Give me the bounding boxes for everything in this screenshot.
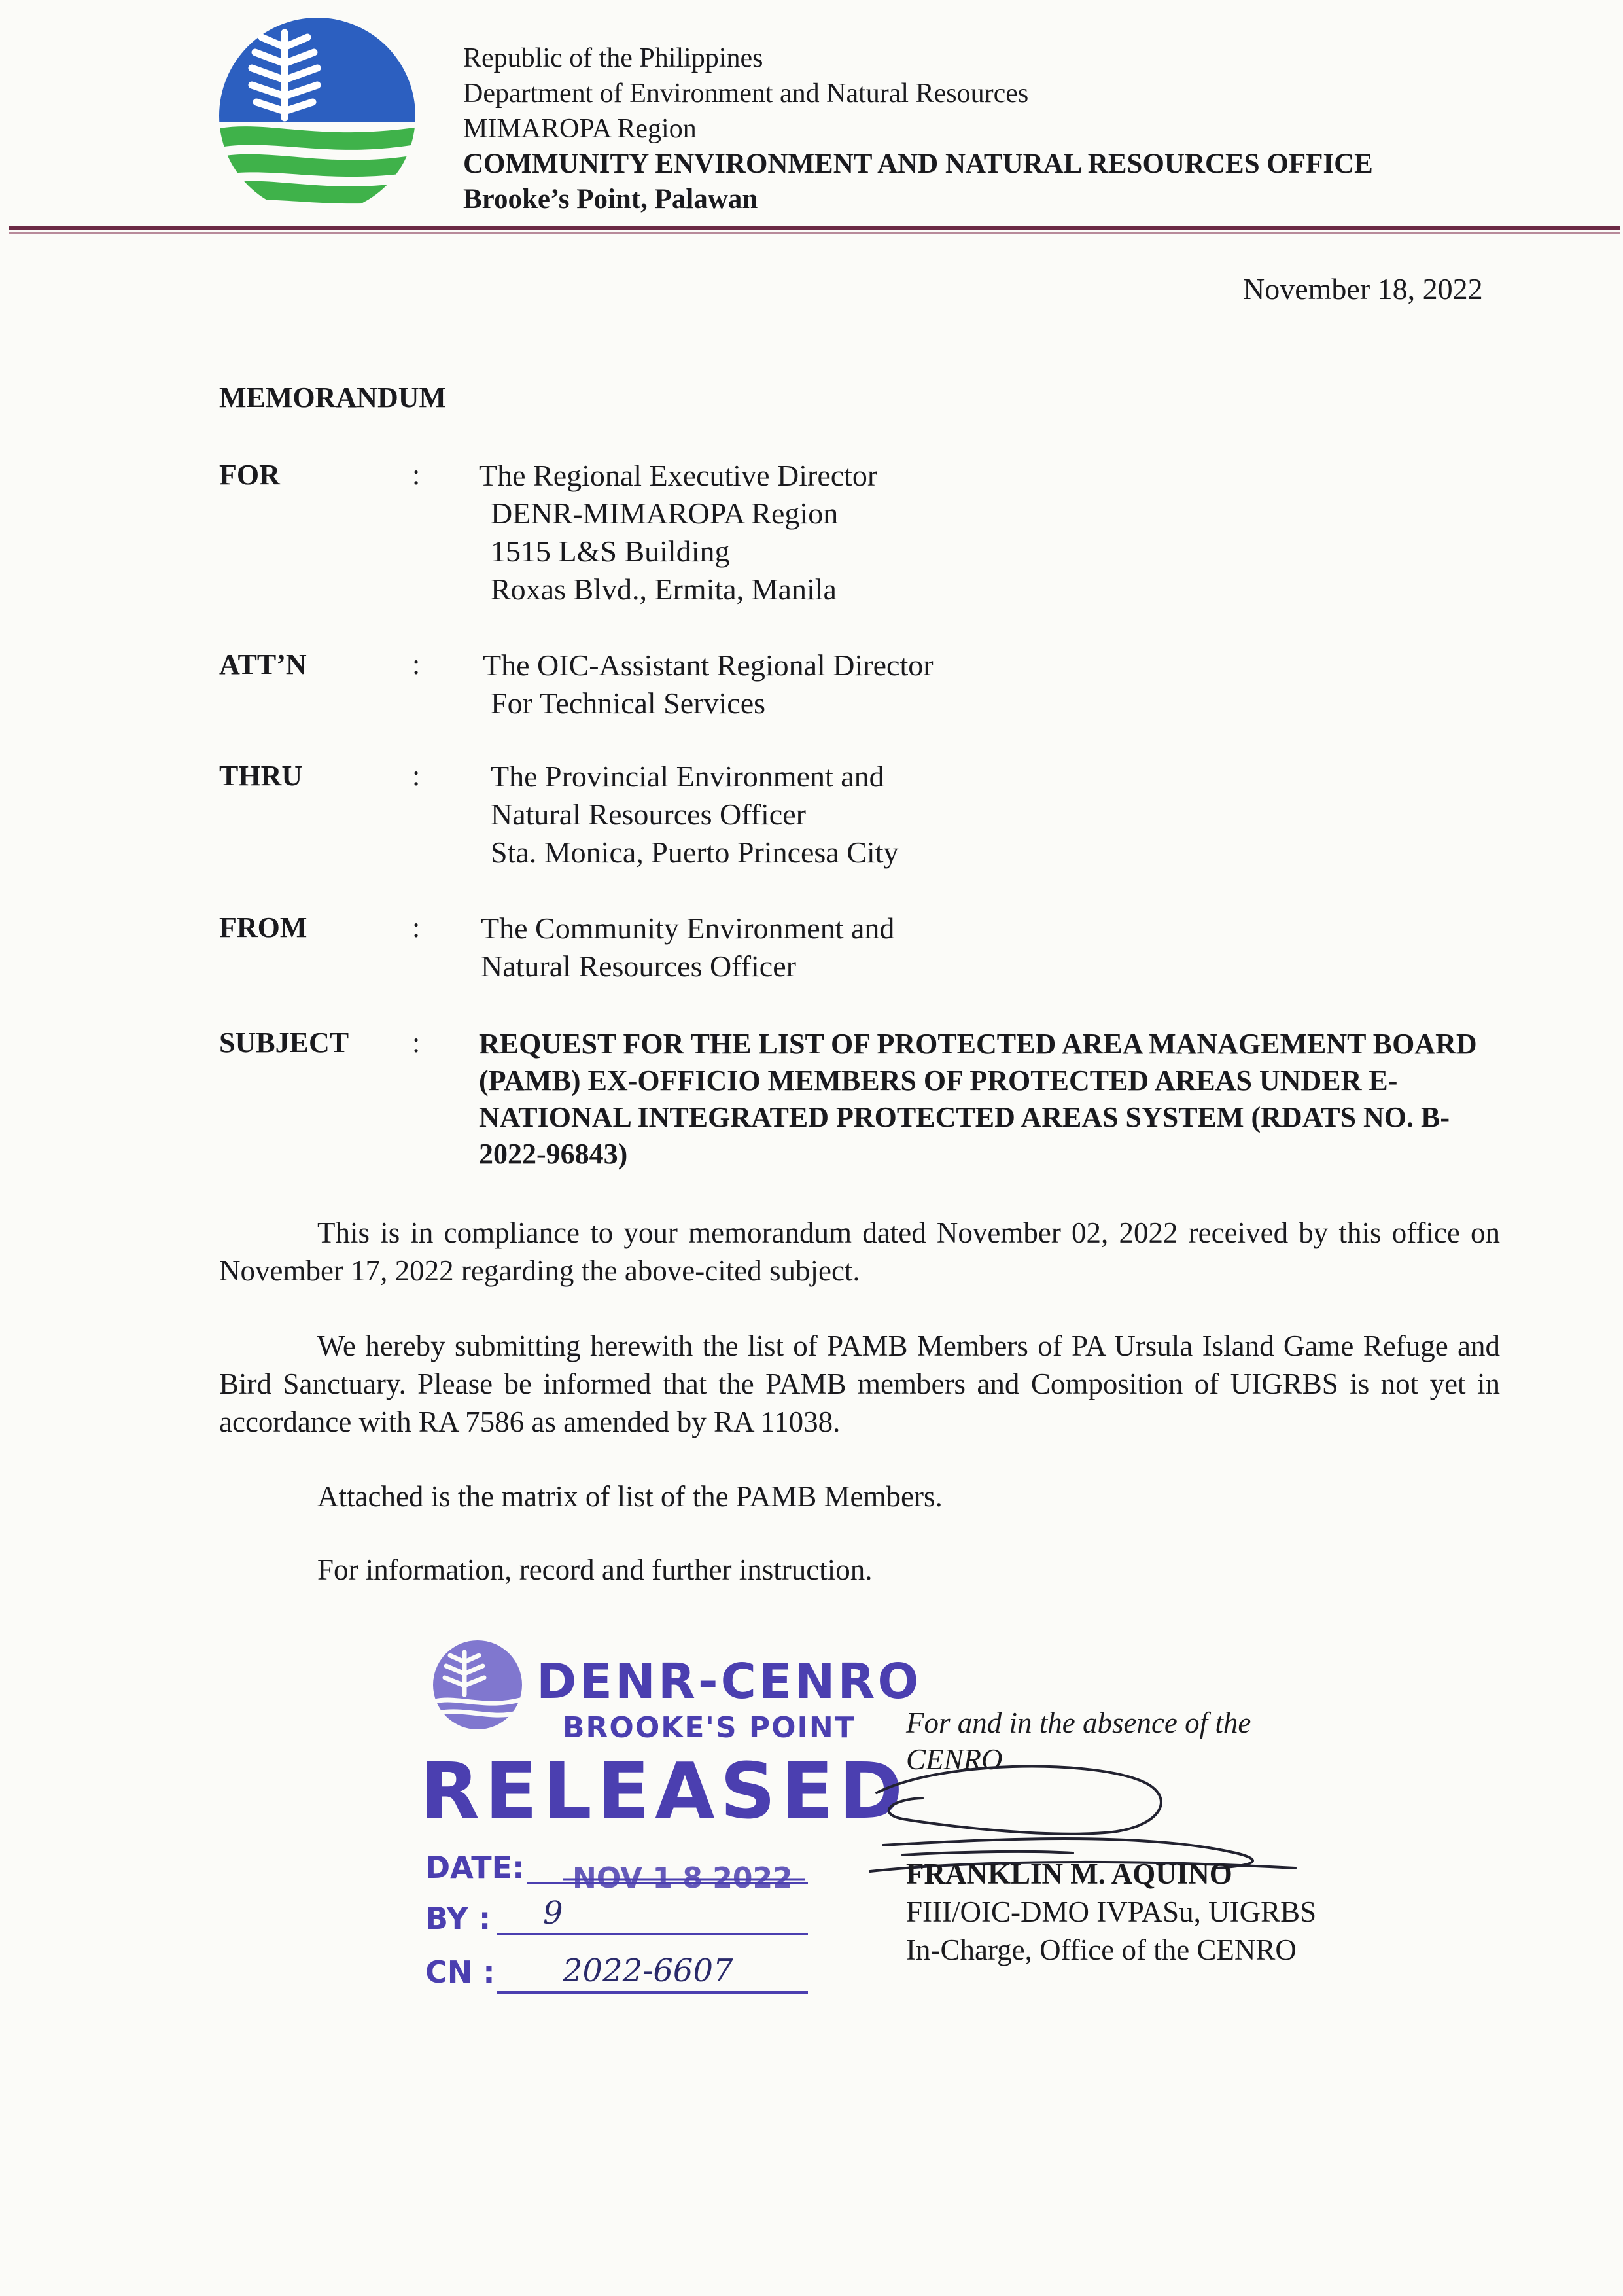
thru-recipient (491, 758, 898, 872)
letterhead-office: COMMUNITY ENVIRONMENT AND NATURAL RESOURCES OFFICE (463, 149, 1373, 179)
denr-tree-logo-icon (216, 14, 419, 217)
attn-colon: : (412, 648, 421, 680)
subject-label: SUBJECT (219, 1027, 349, 1059)
for-line: Roxas Blvd., Ermita, Manila (491, 573, 837, 606)
memo-title: MEMORANDUM (219, 381, 447, 414)
attn-label: ATT’N (219, 648, 307, 680)
stamp-by-value: 9 (543, 1895, 563, 1932)
letterhead-region: MIMAROPA Region (463, 114, 697, 144)
subject-text: REQUEST FOR THE LIST OF PROTECTED AREA MANAGEMENT BOARD (PAMB) EX-OFFICIO MEMBERS OF PROTECTED AREAS UNDER E-NATIONAL INTEGRATED PROTECTED AREAS SYSTEM (RDATS NO. B-2022-96843) (479, 1028, 1477, 1170)
for-line: The Regional Executive Director (479, 459, 878, 492)
for-colon: : (412, 459, 421, 491)
letterhead-department: Department of Environment and Natural Resources (463, 79, 1029, 109)
stamp-office: DENR-CENRO (536, 1653, 922, 1710)
subject-colon: : (412, 1027, 421, 1059)
thru-line: Sta. Monica, Puerto Princesa City (491, 836, 899, 869)
thru-label: THRU (219, 760, 303, 792)
stamp-by-label: BY : (425, 1901, 491, 1936)
signatory-title: In-Charge, Office of the CENRO (906, 1934, 1297, 1966)
stamp-cn-value: 2022-6607 (563, 1952, 733, 1989)
signature-note-line: For and in the absence of the (906, 1706, 1251, 1739)
signatory-title: FIII/OIC-DMO IVPASu, UIGRBS (906, 1896, 1317, 1928)
body-paragraph-2: We hereby submitting herewith the list of PAMB Members of PA Ursula Island Game Refuge and Bird Sanctuary. Please be informed that the PAMB members and Composition of UIGRBS is not yet in accordance with RA 7586 as amended by RA 11038. (219, 1330, 1500, 1438)
letterhead-rule-thin (9, 232, 1620, 234)
for-line: DENR-MIMAROPA Region (491, 497, 839, 530)
from-line: Natural Resources Officer (481, 949, 796, 983)
signatory-name: FRANKLIN M. AQUINO (906, 1858, 1232, 1890)
thru-line: The Provincial Environment and (491, 760, 884, 793)
from-colon: : (412, 911, 421, 944)
from-line: The Community Environment and (481, 911, 895, 945)
from-sender (481, 910, 894, 985)
letterhead-rule (9, 226, 1620, 230)
attn-line: For Technical Services (491, 686, 766, 720)
attn-recipient (483, 646, 934, 722)
signature-note-line: CENRO (906, 1743, 1003, 1776)
letterhead-country: Republic of the Philippines (463, 43, 763, 73)
stamp-date-value: NOV 1 8 2022 (572, 1862, 793, 1895)
attn-line: The OIC-Assistant Regional Director (483, 648, 934, 682)
stamp-cn-label: CN : (425, 1954, 495, 1990)
body-paragraph-1: This is in compliance to your memorandum dated November 02, 2022 received by this office on November 17, 2022 regarding the above-cited subject. (219, 1216, 1500, 1287)
letterhead-location: Brooke’s Point, Palawan (463, 184, 758, 215)
stamp-status: RELEASED (420, 1746, 909, 1836)
stamp-logo-icon (433, 1640, 522, 1729)
released-stamp (412, 1636, 922, 2015)
for-recipient (479, 457, 877, 609)
body-paragraph-4: For information, record and further instruction. (317, 1553, 873, 1586)
from-label: FROM (219, 911, 307, 944)
memo-date: November 18, 2022 (1243, 272, 1483, 306)
body-paragraph-3: Attached is the matrix of list of the PAMB Members. (317, 1480, 943, 1513)
stamp-location: BROOKE'S POINT (563, 1711, 856, 1744)
for-line: 1515 L&S Building (491, 535, 730, 568)
stamp-date-label: DATE: (425, 1850, 525, 1885)
thru-colon: : (412, 760, 421, 792)
thru-line: Natural Resources Officer (491, 798, 806, 831)
for-label: FOR (219, 459, 280, 491)
